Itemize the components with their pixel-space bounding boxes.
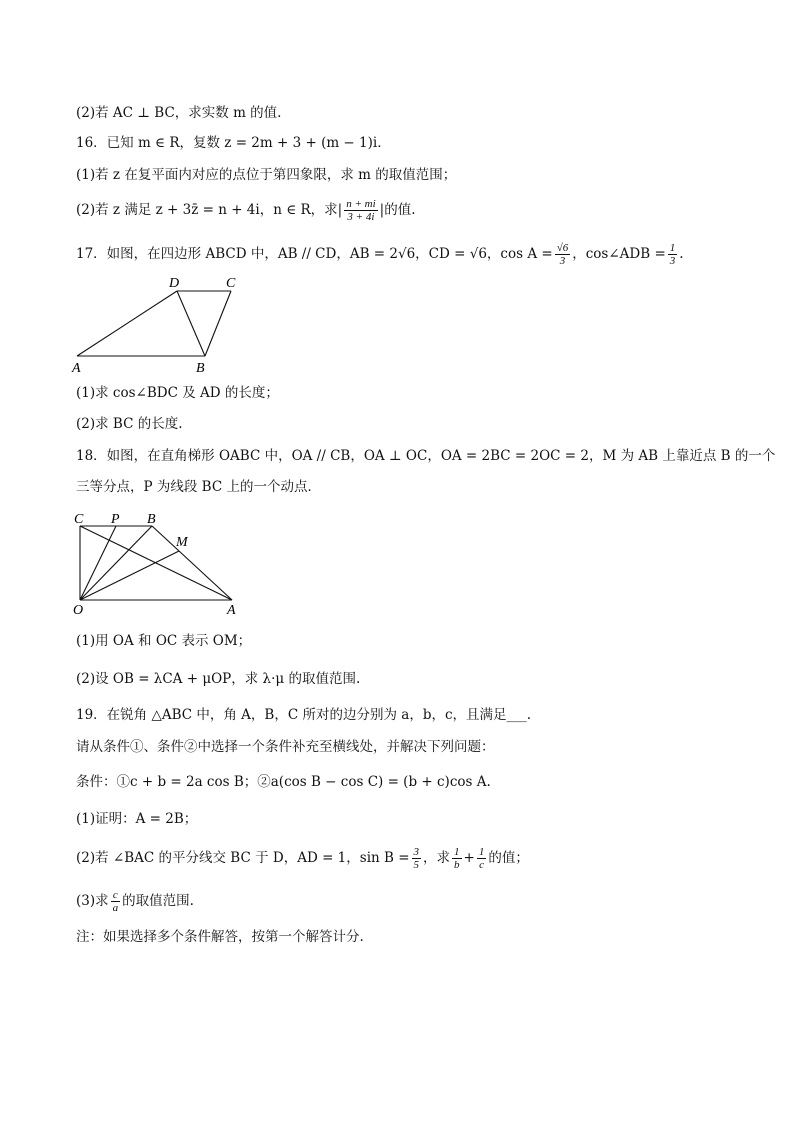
- q16-part1: (1)若 z 在复平面内对应的点位于第四象限，求 m 的取值范围；: [76, 167, 457, 183]
- q19-c-over-a: $\frac{c}{a}$: [112, 889, 119, 914]
- segment-DB: [177, 291, 205, 356]
- segment-BA: [152, 526, 232, 600]
- q17-part2: (2)求 BC 的长度.: [76, 416, 183, 432]
- q16-stem: 16．已知 m ∈ R，复数 z = 2m + 3 + (m − 1)i．: [76, 135, 391, 151]
- q17-figure: [60, 272, 260, 380]
- q19-one-over-c: $\frac{1}{c}$: [478, 846, 485, 871]
- q17-cosADB-fraction: $\frac{1}{3}$: [669, 242, 676, 267]
- segment-CB: [205, 291, 231, 356]
- q19-part2: (2)若 ∠BAC 的平分线交 BC 于 D，AD = 1，sin B = $\frac{3}{5}$ ，求 $\frac{1}{b}$ + $\frac{1}{c}$ 的值；: [76, 846, 529, 871]
- label-D: D: [169, 276, 180, 291]
- q16-part2: (2)若 z 满足 z + 3z̄ = n + 4i，n ∈ R，求| $\frac{n + mi}{3 + 4i}$ |的值.: [76, 198, 416, 223]
- q18-part1: (1)用 OA 和 OC 表示 OM；: [76, 633, 252, 649]
- q17-cosA-fraction: $\frac{√6}{3}$: [556, 242, 569, 267]
- label-A: A: [72, 361, 81, 376]
- q19-part3: (3)求 $\frac{c}{a}$ 的取值范围.: [76, 889, 194, 914]
- label-B: B: [147, 512, 156, 527]
- segment-OM: [80, 551, 179, 600]
- q17-part1: (1)求 cos∠BDC 及 AD 的长度；: [76, 385, 279, 401]
- q18-stem-line2: 三等分点，P 为线段 BC 上的一个动点．: [76, 479, 321, 495]
- segment-AD: [77, 291, 177, 356]
- q18-stem-line1: 18．如图，在直角梯形 OABC 中，OA // CB，OA ⊥ OC，OA = 2BC = 2OC = 2，M 为 AB 上靠近点 B 的一个: [76, 448, 776, 464]
- label-C: C: [226, 276, 236, 291]
- label-B: B: [196, 361, 205, 376]
- q19-sinB-fraction: $\frac{3}{5}$: [413, 846, 420, 871]
- q19-conditions: 条件：①c + b = 2a cos B；②a(cos B − cos C) = (b + c)cos A.: [76, 774, 491, 790]
- segment-OP: [80, 526, 116, 600]
- q15-part2: (2)若 AC ⊥ BC，求实数 m 的值.: [76, 105, 282, 121]
- q16-fraction: $\frac{n + mi}{3 + 4i}$: [346, 198, 376, 223]
- label-P: P: [111, 512, 120, 527]
- q18-figure: [64, 508, 254, 618]
- label-C: C: [74, 512, 84, 527]
- label-O: O: [73, 603, 84, 618]
- q19-one-over-b: $\frac{1}{b}$: [454, 846, 460, 871]
- label-A: A: [227, 603, 236, 618]
- q19-instruction: 请从条件①、条件②中选择一个条件补充至横线处，并解决下列问题：: [76, 739, 495, 755]
- label-M: M: [176, 535, 188, 550]
- segment-OB: [80, 526, 152, 600]
- q19-stem: 19．在锐角 △ABC 中，角 A，B，C 所对的边分别为 a，b，c，且满足___.: [76, 707, 532, 723]
- q19-note: 注：如果选择多个条件解答，按第一个解答计分.: [76, 929, 364, 945]
- q17-stem: 17．如图，在四边形 ABCD 中，AB // CD，AB = 2√6，CD = √6，cos A = $\frac{√6}{3}$ ，cos∠ADB = $\frac{1}{3}$ .: [76, 242, 684, 267]
- q18-part2: (2)设 OB = λCA + μOP，求 λ·μ 的取值范围.: [76, 671, 361, 687]
- q19-part1: (1)证明：A = 2B；: [76, 811, 198, 827]
